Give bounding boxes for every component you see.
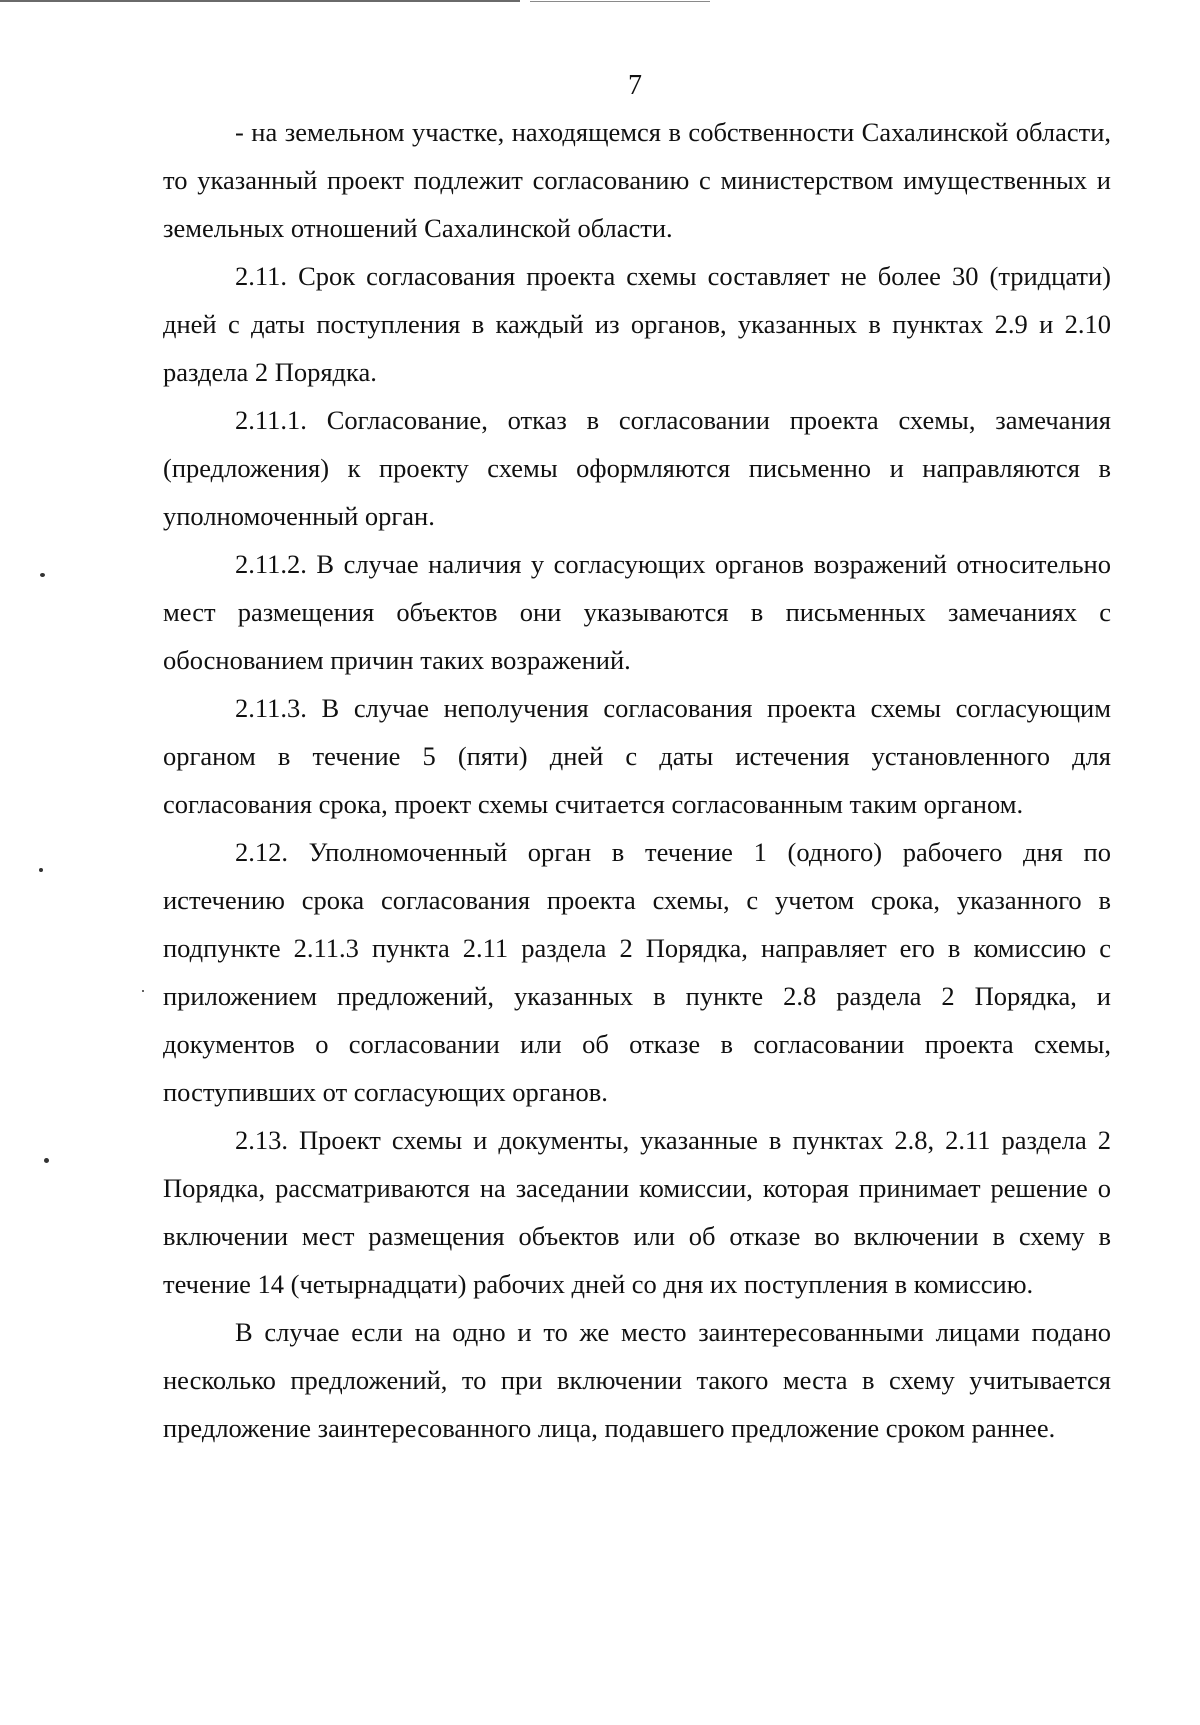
- scan-speck: [40, 573, 45, 577]
- scan-speck: [44, 1158, 49, 1163]
- page-number: 7: [628, 70, 642, 101]
- paragraph-2-11: 2.11. Срок согласования проекта схемы составляет не более 30 (тридцати) дней с даты поступления в каждый из органов, указанных в пунктах 2.9 и 2.10 раздела 2 Порядка.: [163, 261, 1111, 387]
- paragraph-2-11-2: 2.11.2. В случае наличия у согласующих органов возражений относительно мест размещения объектов они указываются в письменных замечаниях с обоснованием причин таких возражений.: [163, 549, 1111, 675]
- scan-speck: [142, 990, 144, 992]
- paragraph-2-12: 2.12. Уполномоченный орган в течение 1 (одного) рабочего дня по истечению срока согласования проекта схемы, с учетом срока, указанного в подпункте 2.11.3 пункта 2.11 раздела 2 Порядка, направляет его в комиссию с приложением предложений, указанных в пункте 2.8 раздела 2 Порядка, и документов о согласовании или об отказе в согласовании проекта схемы, поступивших от согласующих органов.: [163, 837, 1111, 1107]
- paragraph-2-13: 2.13. Проект схемы и документы, указанные в пунктах 2.8, 2.11 раздела 2 Порядка, рассматриваются на заседании комиссии, которая принимает решение о включении мест размещения объектов или об отказе во включении в схему в течение 14 (четырнадцати) рабочих дней со дня их поступления в комиссию.: [163, 1125, 1111, 1299]
- scan-edge-line-secondary: [530, 1, 710, 2]
- paragraph-2-11-3: 2.11.3. В случае неполучения согласования проекта схемы согласующим органом в течение 5 (пяти) дней с даты истечения установленного для согласования срока, проект схемы считается согласованным таким органом.: [163, 693, 1111, 819]
- scan-edge-line: [0, 0, 520, 2]
- paragraph-land-plot: - на земельном участке, находящемся в собственности Сахалинской области, то указанный проект подлежит согласованию с министерством имущественных и земельных отношений Сахалинской области.: [163, 117, 1111, 243]
- paragraph-multiple-proposals: В случае если на одно и то же место заинтересованными лицами подано несколько предложений, то при включении такого места в схему учитывается предложение заинтересованного лица, подавшего предложение сроком раннее.: [163, 1317, 1111, 1443]
- document-body: [163, 108, 1111, 1452]
- scan-speck: [39, 868, 43, 872]
- paragraph-2-11-1: 2.11.1. Согласование, отказ в согласовании проекта схемы, замечания (предложения) к проекту схемы оформляются письменно и направляются в уполномоченный орган.: [163, 405, 1111, 531]
